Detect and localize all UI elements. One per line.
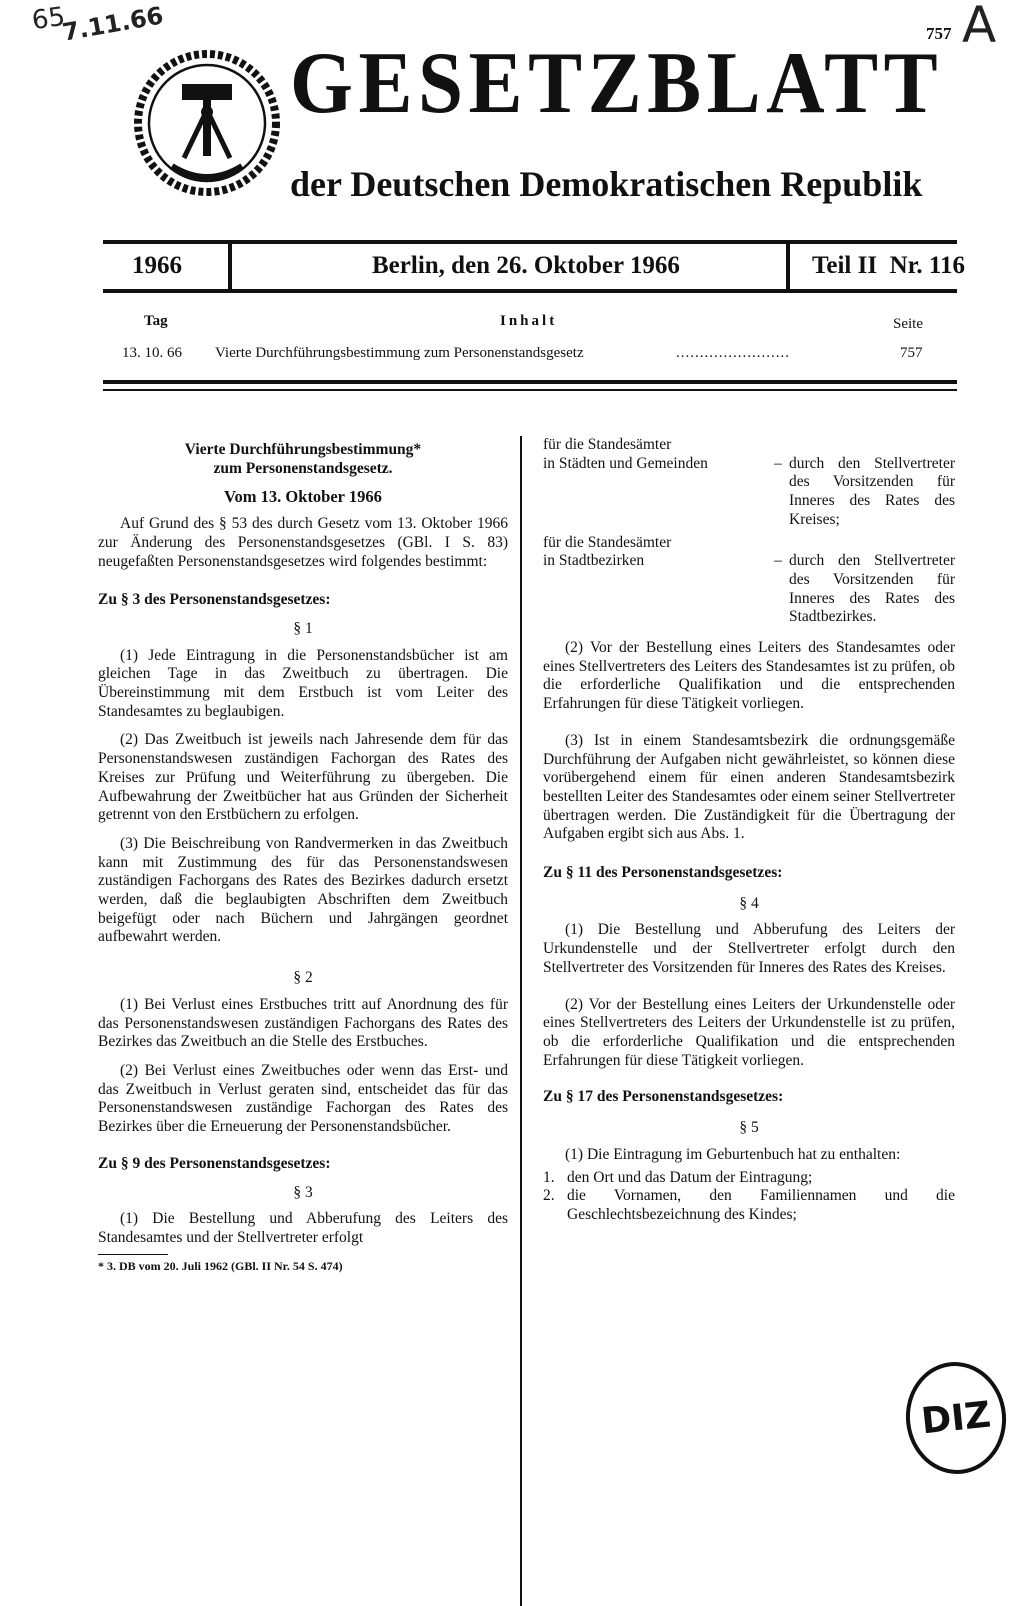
issue-place-date: Berlin, den 26. Oktober 1966 <box>372 252 680 279</box>
handwritten-date: 7.11.66 <box>60 1 166 47</box>
paragraph-3-subsection-1: (1) Die Bestellung und Abberufung des Leiters des Standesamtes und der Stellvertreter erfolgt <box>98 1210 508 1246</box>
paragraph-1-heading: § 1 <box>293 619 313 637</box>
toc-col-page: Seite <box>893 316 923 332</box>
toc-entry-page: 757 <box>900 345 923 361</box>
masthead-subtitle: der Deutschen Demokratischen Republik <box>290 164 923 204</box>
paragraph-2-heading: § 2 <box>293 969 313 987</box>
toc-entry-date: 13. 10. 66 <box>122 345 182 361</box>
row-district-dash: – <box>774 552 782 570</box>
paragraph-5-subsection-1: (1) Die Eintragung im Geburtenbuch hat zu enthalten: <box>565 1145 901 1163</box>
list-item <box>543 1169 955 1188</box>
footnote: * 3. DB vom 20. Juli 1962 (GBl. II Nr. 54 S. 474) <box>98 1258 343 1273</box>
diz-stamp <box>900 1357 1011 1479</box>
row-municipal-label1: für die Standesämter <box>543 436 672 453</box>
row-municipal-dash: – <box>774 454 782 472</box>
footnote-rule <box>98 1254 168 1255</box>
list-item-text: den Ort und das Datum der Eintragung; <box>567 1168 813 1186</box>
issue-bar-divider-2 <box>786 240 790 293</box>
row-municipal-text: durch den Stellvertreter des Vorsitzenden für Inneres des Rates des Kreises; <box>789 454 955 528</box>
handwritten-corner-mark: A <box>962 0 997 54</box>
list-item-number: 1. <box>543 1168 555 1186</box>
page-number: 757 <box>926 24 952 43</box>
contents-rule-thick <box>103 380 957 384</box>
list-item-text: die Vornamen, den Familiennamen und die Geschlechtsbezeichnung des Kindes; <box>567 1187 955 1223</box>
column-divider <box>520 436 522 1606</box>
list-item <box>543 1187 955 1224</box>
paragraph-4-subsection-1: (1) Die Bestellung und Abberufung des Leiters der Urkundenstelle und der Stellvertreter erfolgt durch den Stellvertreter des Vorsitzenden für Inneres des Rates des Kreises. <box>543 921 955 976</box>
right-column <box>543 436 955 1225</box>
responsibility-row-municipal <box>543 436 955 530</box>
heading-section-11: Zu § 11 des Personenstandsgesetzes: <box>543 864 783 882</box>
paragraph-1-subsection-2: (2) Das Zweitbuch ist jeweils nach Jahresende dem für das Personenstandswesen zuständigen Fachorgan des Rates des Kreises zur Prüfung und Weiterführung zu übergeben. Die Aufbewahrung der Zweitbücher hat aus Gründen der Sicherheit getrennt von den Erstbüchern zu erfolgen. <box>98 731 508 824</box>
paragraph-3-subsection-2: (2) Vor der Bestellung eines Leiters des Standesamtes oder eines Stellvertreters des Leiters des Standesamtes ist zu prüfen, ob die erforderliche Qualifikation und die entsprechenden Erfahrungen für diese Tätigkeit vorliegen. <box>543 639 955 713</box>
paragraph-4-subsection-2: (2) Vor der Bestellung eines Leiters der Urkundenstelle oder eines Stellvertreters des Leiters der Urkundenstelle ist zu prüfen, ob die erforderliche Qualifikation und die entsprechenden Erfahrungen für diese Tätigkeit vorliegen. <box>543 995 955 1069</box>
heading-section-9: Zu § 9 des Personenstandsgesetzes: <box>98 1154 331 1172</box>
decree-date: Vom 13. Oktober 1966 <box>224 487 382 507</box>
row-district-label2: in Stadtbezirken <box>543 552 645 570</box>
heading-section-3: Zu § 3 des Personenstandsgesetzes: <box>98 591 331 609</box>
paragraph-3-heading: § 3 <box>293 1183 313 1201</box>
decree-title-line1: Vierte Durchführungsbestimmung* <box>184 441 422 458</box>
state-emblem-icon <box>132 48 282 198</box>
toc-entry-title: Vierte Durchführungsbestimmung zum Personenstandsgesetz <box>215 345 584 361</box>
paragraph-5-heading: § 5 <box>739 1119 759 1137</box>
toc-entry-dots: ........................ <box>676 345 790 361</box>
list-item-number: 2. <box>543 1187 555 1205</box>
paragraph-1-subsection-1: (1) Jede Eintragung in die Personenstandsbücher ist am gleichen Tage in das Zweitbuch zu übertragen. Die Übereinstimmung mit dem Erstbuch ist vom Leiter des Standesamtes zu beglaubigen. <box>98 646 508 720</box>
decree-title-line2: zum Personenstandsgesetz. <box>213 459 393 477</box>
responsibility-row-district <box>543 534 955 628</box>
handwritten-number: 65 <box>30 1 68 37</box>
emblem-hammer-head <box>182 84 232 100</box>
diz-stamp-text: DIZ <box>919 1393 993 1443</box>
left-column <box>98 441 508 1275</box>
toc-col-day: Tag <box>144 313 168 329</box>
toc-col-content: Inhalt <box>500 313 558 329</box>
masthead-title: GESETZBLATT <box>290 35 944 132</box>
paragraph-1-subsection-3: (3) Die Beischreibung von Randvermerken in das Zweitbuch kann mit Zustimmung des für das Personenstandswesen zuständigen Fachorgans des Rates des Bezirkes dadurch ersetzt werden, daß die beglaubigten Abschriften dem Zweitbuch beigefügt oder nach Büchern und Jahrgängen geordnet aufbewahrt werden. <box>98 834 508 946</box>
paragraph-3-subsection-3: (3) Ist in einem Standesamtsbezirk die ordnungsgemäße Durchführung der Aufgaben nicht gewährleistet, so können diese vorübergehend einem für einen anderen Standesamtsbezirk bestellten Leiter des Standesamtes oder einem seiner Stellvertreter übertragen werden. Die Zuständigkeit für die Übertragung der Aufgaben ergibt sich aus Abs. 1. <box>543 731 955 843</box>
issue-part-number: Teil II Nr. 116 <box>812 252 966 279</box>
issue-year: 1966 <box>132 252 182 279</box>
heading-section-17: Zu § 17 des Personenstandsgesetzes: <box>543 1088 784 1106</box>
contents-rule-thin <box>103 389 957 391</box>
paragraph-2-subsection-1: (1) Bei Verlust eines Erstbuches tritt auf Anordnung des für das Personenstandswesen zuständigen Fachorgans des Rates des Bezirkes das Zweitbuch an die Stelle des Erstbuches. <box>98 995 508 1051</box>
issue-bar-divider-1 <box>228 240 232 293</box>
row-district-text: durch den Stellvertreter des Vorsitzenden für Inneres des Rates des Stadtbezirkes. <box>789 552 955 626</box>
row-municipal-label2: in Städten und Gemeinden <box>543 454 708 472</box>
row-district-label1: für die Standesämter <box>543 533 672 551</box>
paragraph-4-heading: § 4 <box>739 894 759 912</box>
preamble: Auf Grund des § 53 des durch Gesetz vom 13. Oktober 1966 zur Änderung des Personenstandsgesetzes (GBl. I S. 83) neugefaßten Personenstandsgesetzes wird folgendes bestimmt: <box>98 515 508 570</box>
paragraph-2-subsection-2: (2) Bei Verlust eines Zweitbuches oder wenn das Erst- und das Zweitbuch in Verlust geraten sind, entscheidet das für das Personenstandswesen zuständige Fachorgan des Rates des Bezirkes über die Erneuerung der Personenstandsbücher. <box>98 1061 508 1136</box>
